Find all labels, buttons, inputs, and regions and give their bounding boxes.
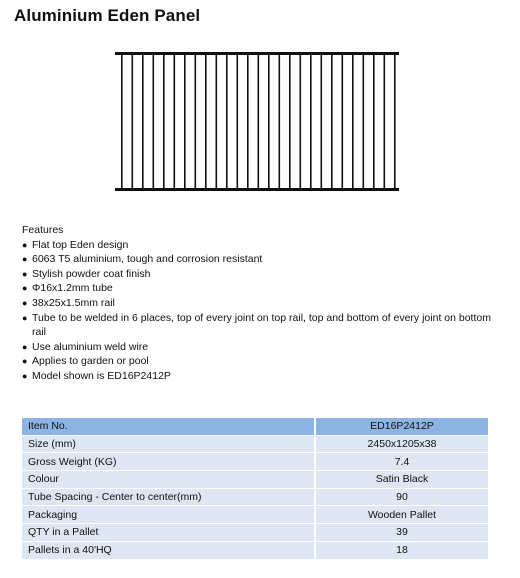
spec-value: 18: [315, 541, 488, 558]
spec-value: 7.4: [315, 453, 488, 471]
spec-value: Wooden Pallet: [315, 506, 488, 524]
fence-picket: [268, 55, 270, 188]
fence-bottom-rail: [115, 188, 399, 191]
bullet-icon: ●: [22, 254, 28, 265]
table-row: [22, 471, 488, 489]
feature-item: ● Applies to garden or pool: [22, 355, 149, 368]
table-row: [22, 453, 488, 471]
fence-picket: [184, 55, 186, 188]
fence-picket: [300, 55, 302, 188]
fence-picket: [310, 55, 312, 188]
fence-picket: [373, 55, 375, 188]
feature-item: ● 6063 T5 aluminium, tough and corrosion resistant: [22, 253, 263, 266]
bullet-icon: ●: [22, 239, 28, 250]
fence-picket: [289, 55, 291, 188]
spec-label: Packaging: [22, 506, 315, 524]
spec-label: Tube Spacing - Center to center(mm): [22, 488, 315, 506]
spec-label: Colour: [22, 471, 315, 489]
fence-picket: [247, 55, 249, 188]
bullet-icon: ●: [22, 356, 28, 367]
spec-label: QTY in a Pallet: [22, 524, 315, 542]
feature-item: ● 38x25x1.5mm rail: [22, 296, 115, 309]
fence-picket: [384, 55, 386, 188]
spec-value: 2450x1205x38: [315, 435, 488, 453]
fence-picket: [352, 55, 354, 188]
fence-picket: [142, 55, 144, 188]
fence-picket: [174, 55, 176, 188]
fence-picket: [342, 55, 344, 188]
bullet-icon: ●: [22, 283, 28, 294]
features-heading: Features: [22, 224, 64, 236]
spec-label: Size (mm): [22, 435, 315, 453]
table-row: [22, 435, 488, 453]
fence-picket: [331, 55, 333, 188]
spec-label: Gross Weight (KG): [22, 453, 315, 471]
features-section: [22, 223, 502, 384]
spec-value: ED16P2412P: [315, 418, 488, 435]
fence-picket: [394, 55, 396, 188]
fence-picket: [279, 55, 281, 188]
fence-picket: [132, 55, 134, 188]
feature-item: ● Flat top Eden design: [22, 238, 129, 251]
spec-value: 90: [315, 488, 488, 506]
feature-item: ● Φ16x1.2mm tube: [22, 282, 113, 295]
fence-picket: [216, 55, 218, 188]
bullet-icon: ●: [22, 312, 28, 323]
fence-picket: [121, 55, 123, 188]
spec-label: Pallets in a 40'HQ: [22, 541, 315, 558]
feature-item: ● Model shown is ED16P2412P: [22, 369, 171, 382]
bullet-icon: ●: [22, 370, 28, 381]
feature-item: ● Use aluminium weld wire: [22, 340, 149, 353]
spec-value: Satin Black: [315, 471, 488, 489]
fence-top-rail: [115, 52, 399, 55]
table-row: [22, 506, 488, 524]
table-row: [22, 541, 488, 558]
spec-table-header: [22, 418, 488, 435]
feature-item: ● Tube to be welded in 6 places, top of every joint on top rail, top and bottom of every joint on bottom rail: [22, 311, 491, 339]
fence-picket: [205, 55, 207, 188]
fence-picket: [258, 55, 260, 188]
fence-picket: [163, 55, 165, 188]
spec-table: [22, 418, 488, 559]
features-list: [22, 238, 502, 384]
fence-picket: [237, 55, 239, 188]
fence-panel-illustration: [0, 0, 520, 215]
table-row: [22, 488, 488, 506]
bullet-icon: ●: [22, 341, 28, 352]
fence-picket: [321, 55, 323, 188]
table-row: [22, 524, 488, 542]
bullet-icon: ●: [22, 268, 28, 279]
fence-pickets: [121, 55, 396, 188]
spec-value: 39: [315, 524, 488, 542]
fence-picket: [363, 55, 365, 188]
fence-picket: [195, 55, 197, 188]
feature-item: ● Stylish powder coat finish: [22, 267, 151, 280]
fence-picket: [226, 55, 228, 188]
spec-label: Item No.: [22, 418, 315, 435]
fence-picket: [153, 55, 155, 188]
bullet-icon: ●: [22, 297, 28, 308]
page-title: Aluminium Eden Panel: [14, 6, 201, 25]
